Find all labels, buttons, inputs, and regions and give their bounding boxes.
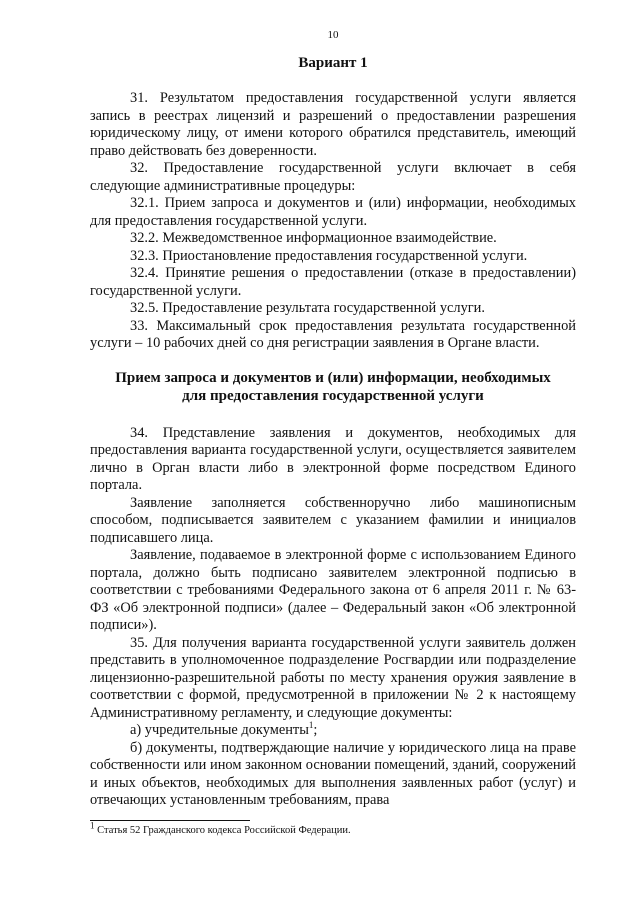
list-item-b: б) документы, подтверждающие наличие у юридического лица на праве собственности или ином законном основании помещений, зданий, сооружений и иных объектов, необходимых для выполнения заявленных работ (услуг) и отвечающих установленным требованиям, права: [90, 739, 576, 808]
paragraph-33: 33. Максимальный срок предоставления результата государственной услуги – 10 рабочих дней со дня регистрации заявления в Органе власти.: [90, 317, 576, 351]
list-item-a: [90, 722, 576, 740]
paragraph-34: 34. Представление заявления и документов, необходимых для предоставления варианта государственной услуги, осуществляется заявителем лично в Орган власти либо в электронной форме посредством Единого портала.: [90, 424, 576, 493]
page-number: 10: [327, 29, 339, 41]
section-heading-line-1: Прием запроса и документов и (или) информации, необходимых: [115, 369, 551, 386]
section-heading: [90, 369, 576, 405]
paragraph-32: 32. Предоставление государственной услуги включает в себя следующие административные процедуры:: [90, 160, 576, 194]
footnote-reference: 1: [308, 720, 314, 731]
list-item-a-end: ;: [313, 722, 318, 738]
section-heading-line-2: для предоставления государственной услуги: [182, 387, 484, 404]
paragraph-32-4: 32.4. Принятие решения о предоставлении (отказе в предоставлении) государственной услуги.: [90, 265, 576, 299]
list-item-a-text: а) учредительные документы: [130, 722, 309, 738]
paragraph-application-form: Заявление заполняется собственноручно либо машинописным способом, подписывается заявителем с указанием фамилии и инициалов подписавшего лица.: [90, 494, 576, 546]
paragraph-32-3: 32.3. Приостановление предоставления государственной услуги.: [130, 247, 528, 264]
paragraph-32-5: 32.5. Предоставление результата государственной услуги.: [130, 300, 485, 316]
footnote-text: Статья 52 Гражданского кодекса Российской Федерации.: [94, 825, 351, 836]
footnote-marker: 1: [90, 820, 95, 831]
paragraph-31: 31. Результатом предоставления государственной услуги является запись в реестрах лицензий и разрешений о предоставлении разрешения юридическому лицу, от имени которого обратился представитель, имеющий право действовать без доверенности.: [90, 90, 576, 159]
paragraph-32-2: 32.2. Межведомственное информационное взаимодействие.: [130, 230, 497, 246]
paragraph-32-1: 32.1. Прием запроса и документов и (или) информации, необходимых для предоставления государственной услуги.: [90, 195, 576, 229]
paragraph-electronic-signature: Заявление, подаваемое в электронной форме с использованием Единого портала, должно быть подписано заявителем электронной подписью в соответствии с требованиями Федерального закона от 6 апреля 2011 г. № 63-ФЗ «Об электронной подписи» (далее – Федеральный закон «Об электронной подписи»).: [90, 547, 576, 633]
footnote: [90, 820, 576, 837]
paragraph-35: 35. Для получения варианта государственной услуги заявитель должен представить в уполномоченное подразделение Росгвардии или подразделение лицензионно-разрешительной работы по месту хранения оружия заявление в соответствии с формой, предусмотренной в приложении № 2 к настоящему Административному регламенту, и следующие документы:: [90, 634, 576, 721]
page-content: [90, 28, 576, 810]
variant-title: Вариант 1: [298, 55, 368, 71]
footnote-divider: [90, 820, 250, 821]
